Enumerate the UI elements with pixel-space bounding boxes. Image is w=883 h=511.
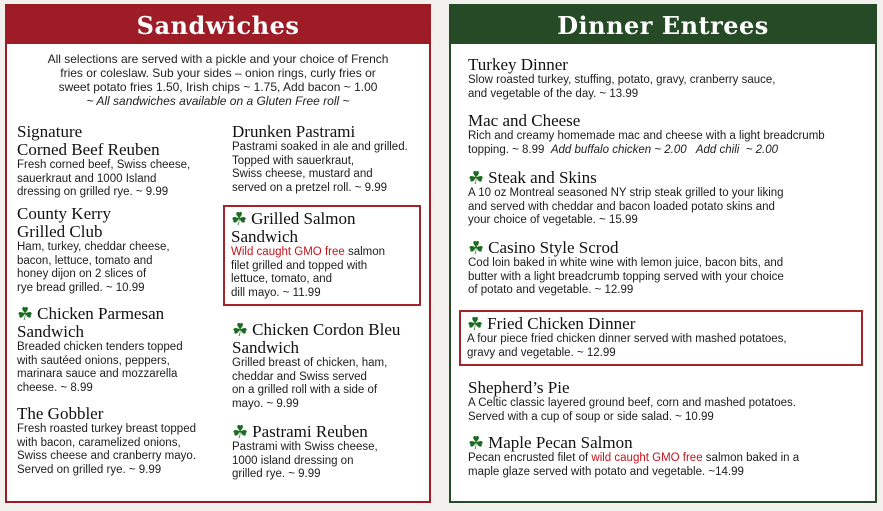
shamrock-icon: ☘	[231, 209, 248, 229]
desc-line: A 10 oz Montreal seasoned NY strip steak grilled to your liking	[468, 187, 784, 199]
item-title: Drunken Pastrami	[232, 122, 356, 141]
desc-line: Cod loin baked in white wine with lemon juice, bacon bits, and	[468, 257, 784, 269]
desc-line: grilled rye. ~ 9.99	[232, 468, 321, 480]
intro-line: fries or coleslaw. Sub your sides – onion rings, curly fries or	[60, 66, 376, 80]
item-description	[17, 159, 222, 200]
menu-item-grilled-salmon-sandwich	[223, 205, 421, 306]
shamrock-icon: ☘	[232, 422, 249, 442]
item-title: Grilled Club	[17, 222, 103, 241]
item-title-text: Grilled Salmon	[251, 209, 356, 228]
item-title: Corned Beef Reuben	[17, 140, 160, 159]
desc-line: Breaded chicken tenders topped	[17, 341, 183, 353]
item-description	[232, 141, 430, 195]
item-title: County Kerry	[17, 204, 111, 223]
item-title: Sandwich	[232, 338, 300, 357]
desc-line: Rich and creamy homemade mac and cheese with a light breadcrumb	[468, 130, 825, 142]
desc-line: Swiss cheese, mustard and	[232, 168, 373, 180]
item-description	[232, 441, 430, 482]
desc-line: Swiss cheese and cranberry mayo.	[17, 450, 196, 462]
desc-text: Pecan encrusted filet of	[468, 452, 592, 464]
desc-line: bacon, lettuce, tomato and	[17, 254, 153, 267]
item-title	[468, 169, 868, 187]
item-title-text: Fried Chicken Dinner	[487, 314, 636, 333]
desc-line: Pastrami with Swiss cheese,	[232, 441, 378, 453]
item-description	[468, 257, 868, 298]
item-title	[468, 239, 868, 257]
item-title-text: Chicken Cordon Bleu	[252, 320, 401, 339]
desc-text: salmon	[344, 246, 386, 258]
desc-line: and served with cheddar and bacon loaded potato skins and	[468, 200, 775, 213]
item-title: Mac and Cheese	[468, 111, 581, 130]
item-title: The Gobbler	[17, 404, 104, 423]
item-title: Sandwich	[231, 227, 299, 246]
shamrock-icon: ☘	[467, 314, 484, 334]
item-title: Sandwich	[17, 322, 85, 341]
desc-line: butter with a light breadcrumb topping served with your choice	[468, 270, 784, 283]
item-description	[468, 397, 873, 424]
intro-line: sweet potato fries 1.50, Irish chips ~ 1.75, Add bacon ~ 1.00	[58, 80, 378, 94]
item-description	[231, 246, 413, 300]
menu-item-mac-and-cheese	[468, 112, 873, 157]
item-title-text: Steak and Skins	[488, 168, 597, 187]
item-description	[232, 357, 430, 411]
desc-line: Fresh roasted turkey breast topped	[17, 423, 196, 435]
item-title	[468, 434, 873, 452]
desc-line: Fresh corned beef, Swiss cheese,	[17, 159, 191, 171]
item-title: Shepherd’s Pie	[468, 378, 570, 397]
menu-item-turkey-dinner	[468, 56, 868, 101]
desc-line: A Celtic classic layered ground beef, corn and mashed potatoes.	[468, 397, 796, 409]
desc-line: of potato and vegetable. ~ 12.99	[468, 284, 634, 296]
menu-item-casino-style-scrod	[468, 239, 868, 298]
desc-text: salmon baked in a	[702, 452, 800, 464]
item-description	[468, 452, 873, 479]
item-title	[232, 423, 430, 441]
item-title: Turkey Dinner	[468, 55, 568, 74]
shamrock-icon: ☘	[468, 238, 485, 258]
desc-line: marinara sauce and mozzarella	[17, 368, 178, 380]
desc-line: Pastrami soaked in ale and grilled.	[232, 141, 408, 153]
desc-line: cheddar and Swiss served	[232, 370, 367, 383]
desc-line	[231, 246, 413, 260]
desc-line: and vegetable of the day. ~ 13.99	[468, 87, 639, 100]
desc-line: maple glaze served with potato and vegetable. ~14.99	[468, 465, 744, 478]
gmo-free-highlight: wild caught GMO free	[591, 452, 703, 464]
item-description	[468, 74, 868, 101]
desc-line: dressing on grilled rye. ~ 9.99	[17, 186, 169, 198]
desc-line: Topped with sauerkraut,	[232, 154, 355, 167]
item-description	[17, 423, 222, 477]
item-title-text: Pastrami Reuben	[252, 422, 368, 441]
sandwiches-panel	[5, 4, 431, 503]
desc-line	[468, 144, 873, 158]
shamrock-icon: ☘	[468, 168, 485, 188]
item-title	[232, 321, 430, 339]
desc-line: Grilled breast of chicken, ham,	[232, 357, 388, 369]
desc-line: honey dijon on 2 slices of	[17, 268, 147, 280]
item-description	[17, 341, 222, 395]
entrees-heading: Dinner Entrees	[451, 6, 875, 44]
desc-text: topping. ~ 8.99	[468, 143, 551, 156]
menu-item-chicken-parmesan	[17, 305, 222, 395]
gluten-free-note: ~ All sandwiches available on a Gluten Free roll ~	[86, 94, 350, 108]
item-description	[17, 241, 222, 295]
shamrock-icon: ☘	[468, 433, 485, 453]
desc-line: with bacon, caramelized onions,	[17, 436, 181, 449]
desc-line: mayo. ~ 9.99	[232, 397, 299, 410]
desc-line: Slow roasted turkey, stuffing, potato, gravy, cranberry sauce,	[468, 74, 776, 86]
desc-line: your choice of vegetable. ~ 15.99	[468, 214, 638, 226]
add-on-options: Add buffalo chicken ~ 2.00 Add chili ~ 2.00	[550, 143, 778, 156]
item-title-text: Chicken Parmesan	[37, 304, 165, 323]
desc-line: rye bread grilled. ~ 10.99	[17, 281, 145, 294]
desc-line: filet grilled and topped with	[231, 259, 368, 272]
item-description	[468, 187, 868, 228]
sandwiches-intro	[7, 44, 429, 108]
desc-line: gravy and vegetable. ~ 12.99	[467, 346, 616, 359]
desc-line: cheese. ~ 8.99	[17, 381, 93, 394]
intro-line: All selections are served with a pickle and your choice of French	[47, 52, 389, 66]
item-title-text: Maple Pecan Salmon	[488, 433, 633, 452]
menu-item-chicken-cordon-bleu	[232, 321, 430, 411]
desc-line: with sautéed onions, peppers,	[17, 354, 170, 367]
item-title	[467, 315, 855, 333]
shamrock-icon: ☘	[232, 320, 249, 340]
menu-item-fried-chicken-dinner	[459, 310, 863, 366]
gmo-free-highlight: Wild caught GMO free	[231, 246, 345, 258]
desc-line: lettuce, tomato, and	[231, 273, 333, 285]
desc-line: A four piece fried chicken dinner served with mashed potatoes,	[467, 333, 787, 345]
desc-line: Served on grilled rye. ~ 9.99	[17, 463, 162, 476]
shamrock-icon: ☘	[17, 304, 34, 324]
item-title: Signature	[17, 122, 83, 141]
desc-line: 1000 island dressing on	[232, 454, 354, 467]
item-description	[468, 130, 873, 157]
desc-line: Ham, turkey, cheddar cheese,	[17, 241, 170, 253]
desc-line: sauerkraut and 1000 Island	[17, 172, 157, 185]
desc-line: dill mayo. ~ 11.99	[231, 286, 321, 299]
item-title-text: Casino Style Scrod	[488, 238, 619, 257]
menu-item-shepherds-pie	[468, 379, 873, 424]
menu-item-maple-pecan-salmon	[468, 434, 873, 479]
desc-line: Served with a cup of soup or side salad. ~ 10.99	[468, 410, 714, 423]
menu-item-steak-and-skins	[468, 169, 868, 228]
menu-item-pastrami-reuben	[232, 423, 430, 482]
menu-item-corned-beef-reuben	[17, 123, 222, 200]
desc-line	[468, 452, 873, 466]
desc-line: served on a pretzel roll. ~ 9.99	[232, 181, 388, 194]
item-title	[231, 210, 413, 228]
menu-item-drunken-pastrami	[232, 123, 430, 195]
menu-item-the-gobbler	[17, 405, 222, 477]
entrees-panel	[449, 4, 877, 503]
sandwiches-heading: Sandwiches	[7, 6, 429, 44]
menu-item-county-kerry-club	[17, 205, 222, 295]
desc-line: on a grilled roll with a side of	[232, 384, 378, 396]
item-description	[467, 333, 855, 360]
item-title	[17, 305, 222, 323]
